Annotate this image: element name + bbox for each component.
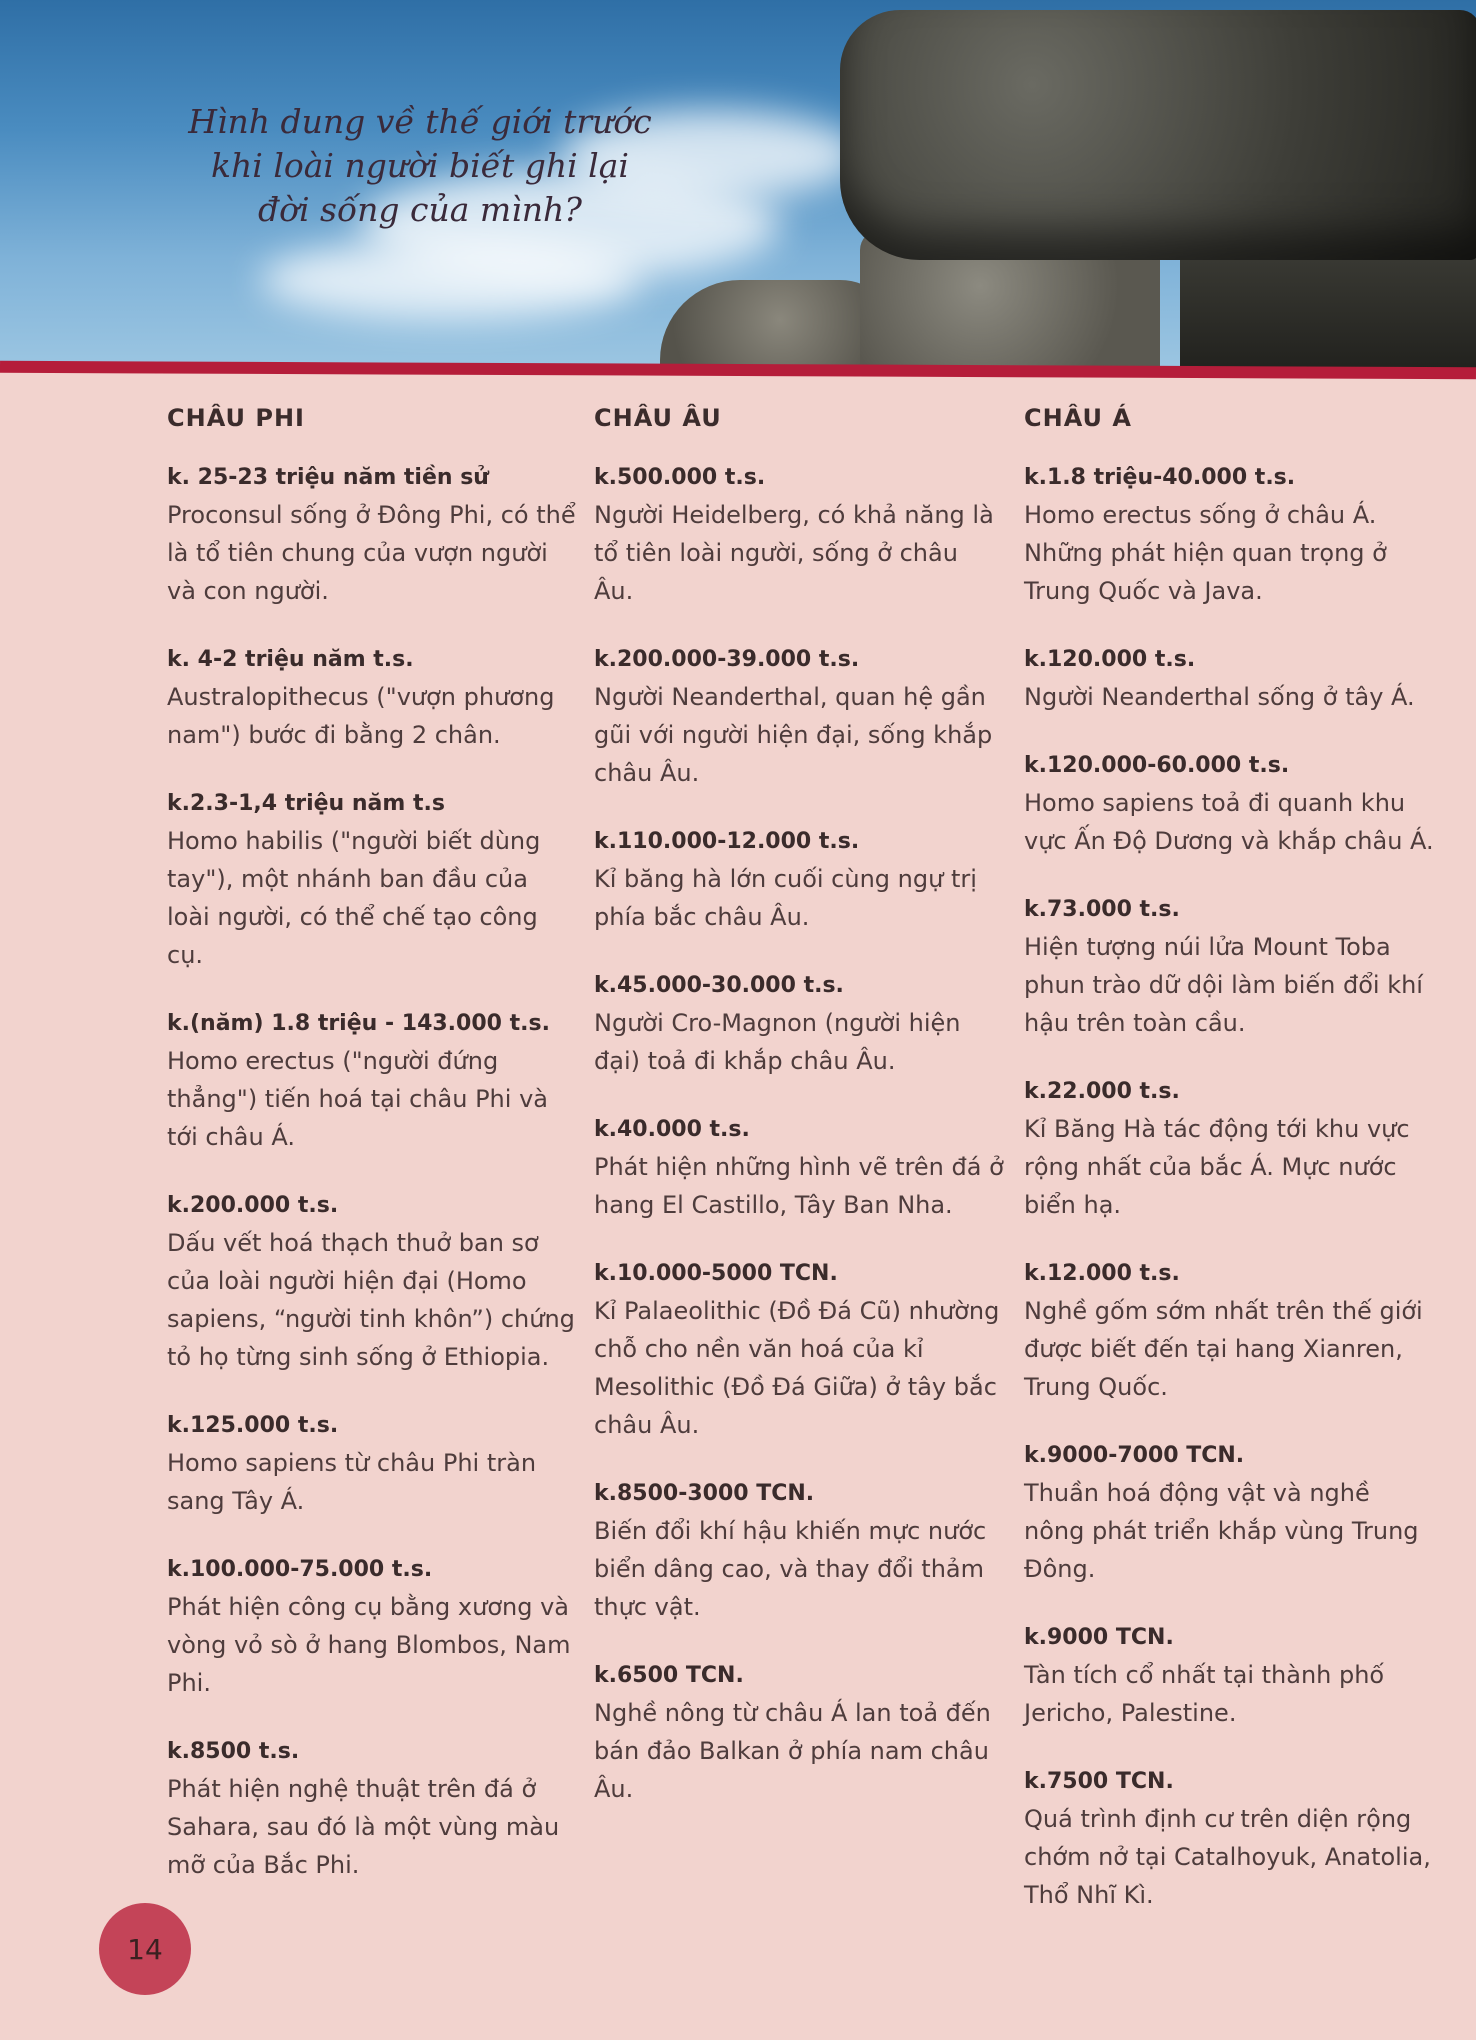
timeline-entry (1024, 1620, 1434, 1732)
entry-text: Homo erectus sống ở châu Á. Những phát hiện quan trọng ở Trung Quốc và Java. (1024, 501, 1387, 605)
timeline-entry (594, 824, 1004, 936)
timeline-entry (167, 786, 577, 974)
entry-date: k.200.000 t.s. (167, 1193, 339, 1218)
entry-text: Nghề gốm sớm nhất trên thế giới được biết đến tại hang Xianren, Trung Quốc. (1024, 1297, 1423, 1401)
timeline-entry (594, 1658, 1004, 1808)
entry-date: k.8500-3000 TCN. (594, 1481, 815, 1506)
entry-date: k.120.000 t.s. (1024, 647, 1196, 672)
entry-date: k.2.3-1,4 triệu năm t.s (167, 791, 445, 816)
entry-text: Homo erectus ("người đứng thẳng") tiến hoá tại châu Phi và tới châu Á. (167, 1047, 548, 1151)
entry-text: Người Heidelberg, có khả năng là tổ tiên loài người, sống ở châu Âu. (594, 501, 994, 605)
timeline-entry (594, 1256, 1004, 1444)
timeline-entry (1024, 1074, 1434, 1224)
entry-date: k.73.000 t.s. (1024, 897, 1180, 922)
column-africa (167, 404, 577, 1916)
entry-date: k.110.000-12.000 t.s. (594, 829, 860, 854)
column-heading: CHÂU PHI (167, 404, 305, 432)
entry-text: Dấu vết hoá thạch thuở ban sơ của loài người hiện đại (Homo sapiens, “người tinh khôn”) chứng tỏ họ từng sinh sống ở Ethiopia. (167, 1229, 575, 1371)
timeline-entry (167, 1006, 577, 1156)
entry-text: Kỉ băng hà lớn cuối cùng ngự trị phía bắc châu Âu. (594, 865, 977, 931)
entry-date: k.7500 TCN. (1024, 1769, 1174, 1794)
entry-text: Nghề nông từ châu Á lan toả đến bán đảo Balkan ở phía nam châu Âu. (594, 1699, 991, 1803)
entry-date: k.10.000-5000 TCN. (594, 1261, 838, 1286)
timeline-entry (1024, 642, 1434, 716)
entry-text: Biến đổi khí hậu khiến mực nước biển dâng cao, và thay đổi thảm thực vật. (594, 1517, 987, 1621)
timeline-entry (1024, 892, 1434, 1042)
timeline-entry (167, 1552, 577, 1702)
entry-text: Người Neanderthal sống ở tây Á. (1024, 683, 1415, 711)
column-asia (1024, 404, 1434, 1946)
timeline-entry (1024, 460, 1434, 610)
entry-date: k.(năm) 1.8 triệu - 143.000 t.s. (167, 1011, 550, 1036)
entry-text: Kỉ Palaeolithic (Đồ Đá Cũ) nhường chỗ cho nền văn hoá của kỉ Mesolithic (Đồ Đá Giữa) ở tây bắc châu Âu. (594, 1297, 1000, 1439)
entry-date: k.45.000-30.000 t.s. (594, 973, 844, 998)
timeline-entry (167, 1188, 577, 1376)
entry-date: k.8500 t.s. (167, 1739, 300, 1764)
timeline-entry (1024, 1256, 1434, 1406)
entry-date: k. 4-2 triệu năm t.s. (167, 647, 414, 672)
entry-text: Homo habilis ("người biết dùng tay"), một nhánh ban đầu của loài người, có thể chế tạo công cụ. (167, 827, 541, 969)
column-heading: CHÂU ÂU (594, 404, 722, 432)
entry-text: Tàn tích cổ nhất tại thành phố Jericho, Palestine. (1024, 1661, 1385, 1727)
entry-date: k.200.000-39.000 t.s. (594, 647, 860, 672)
entry-date: k.1.8 triệu-40.000 t.s. (1024, 465, 1296, 490)
megalith-lintel (840, 10, 1476, 260)
page-title (150, 100, 690, 232)
timeline-entry (167, 1408, 577, 1520)
entry-text: Australopithecus ("vượn phương nam") bước đi bằng 2 chân. (167, 683, 555, 749)
entry-date: k.500.000 t.s. (594, 465, 766, 490)
entry-text: Phát hiện nghệ thuật trên đá ở Sahara, sau đó là một vùng màu mỡ của Bắc Phi. (167, 1775, 560, 1879)
timeline-entry (1024, 1764, 1434, 1914)
timeline-entry (594, 1112, 1004, 1224)
entry-text: Quá trình định cư trên diện rộng chớm nở tại Catalhoyuk, Anatolia, Thổ Nhĩ Kì. (1024, 1805, 1431, 1909)
page-number: 14 (99, 1903, 191, 1995)
timeline-entry (167, 642, 577, 754)
title-line: Hình dung về thế giới trước (188, 102, 652, 141)
entry-text: Proconsul sống ở Đông Phi, có thể là tổ tiên chung của vượn người và con người. (167, 501, 576, 605)
entry-date: k.120.000-60.000 t.s. (1024, 753, 1290, 778)
title-line: đời sống của mình? (258, 190, 582, 229)
entry-date: k.100.000-75.000 t.s. (167, 1557, 433, 1582)
entry-date: k. 25-23 triệu năm tiền sử (167, 465, 489, 490)
timeline-entry (1024, 748, 1434, 860)
entry-text: Homo sapiens từ châu Phi tràn sang Tây Á. (167, 1449, 537, 1515)
entry-text: Homo sapiens toả đi quanh khu vực Ấn Độ Dương và khắp châu Á. (1024, 789, 1434, 855)
entry-date: k.12.000 t.s. (1024, 1261, 1180, 1286)
timeline-entry (167, 460, 577, 610)
entry-text: Kỉ Băng Hà tác động tới khu vực rộng nhất của bắc Á. Mực nước biển hạ. (1024, 1115, 1410, 1219)
entry-text: Thuần hoá động vật và nghề nông phát triển khắp vùng Trung Đông. (1024, 1479, 1419, 1583)
entry-date: k.6500 TCN. (594, 1663, 744, 1688)
entry-date: k.22.000 t.s. (1024, 1079, 1180, 1104)
title-line: khi loài người biết ghi lại (211, 146, 629, 185)
entry-date: k.9000 TCN. (1024, 1625, 1174, 1650)
column-heading: CHÂU Á (1024, 404, 1132, 432)
timeline-entry (594, 968, 1004, 1080)
timeline-entry (594, 460, 1004, 610)
megalith-stone (1180, 250, 1476, 370)
entry-date: k.40.000 t.s. (594, 1117, 750, 1142)
timeline-entry (167, 1734, 577, 1884)
entry-text: Người Neanderthal, quan hệ gần gũi với người hiện đại, sống khắp châu Âu. (594, 683, 993, 787)
header-photo (0, 0, 1476, 370)
entry-date: k.9000-7000 TCN. (1024, 1443, 1245, 1468)
entry-text: Người Cro-Magnon (người hiện đại) toả đi khắp châu Âu. (594, 1009, 961, 1075)
entry-date: k.125.000 t.s. (167, 1413, 339, 1438)
entry-text: Phát hiện công cụ bằng xương và vòng vỏ sò ở hang Blombos, Nam Phi. (167, 1593, 571, 1697)
column-europe (594, 404, 1004, 1840)
timeline-entry (594, 642, 1004, 792)
timeline-entry (594, 1476, 1004, 1626)
timeline-entry (1024, 1438, 1434, 1588)
entry-text: Phát hiện những hình vẽ trên đá ở hang El Castillo, Tây Ban Nha. (594, 1153, 1004, 1219)
entry-text: Hiện tượng núi lửa Mount Toba phun trào dữ dội làm biến đổi khí hậu trên toàn cầu. (1024, 933, 1423, 1037)
